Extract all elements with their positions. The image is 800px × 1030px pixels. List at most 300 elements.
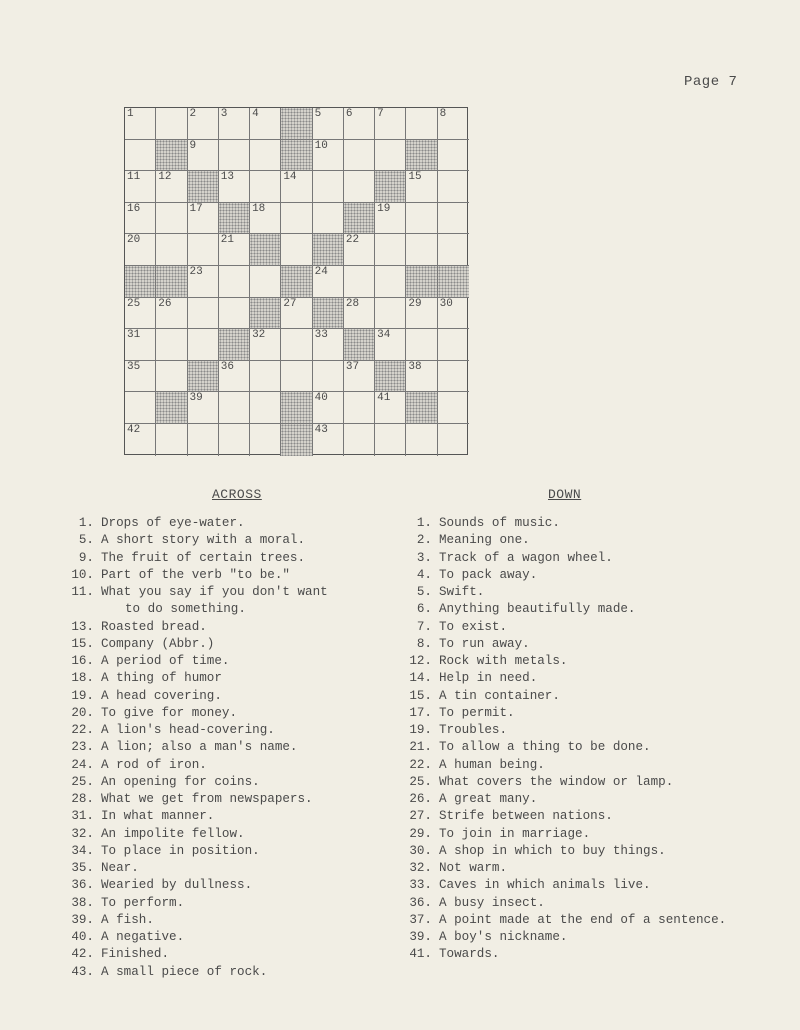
cell-number: 32 [252, 329, 266, 342]
clue-text: to do something. [125, 602, 246, 617]
crossword-black-square [344, 203, 375, 235]
crossword-cell [313, 392, 344, 424]
down-clue [398, 757, 726, 774]
down-clue [398, 860, 726, 877]
across-clue [60, 636, 328, 653]
clue-number: 36. [409, 895, 432, 910]
clue-text: A boy's nickname. [439, 930, 568, 944]
crossword-cell [156, 234, 187, 266]
down-clue [398, 895, 726, 912]
crossword-cell [406, 203, 437, 235]
crossword-cell [250, 361, 281, 393]
cell-number: 13 [220, 171, 234, 184]
clue-number: 25. [409, 774, 432, 789]
crossword-cell [438, 234, 469, 266]
across-clue [60, 705, 328, 722]
across-clue [60, 946, 328, 963]
cell-number: 3 [220, 108, 228, 120]
crossword-black-square [281, 140, 312, 172]
cell-number: 29 [408, 297, 422, 310]
crossword-cell [344, 266, 375, 298]
crossword-cell [406, 234, 437, 266]
crossword-cell [438, 203, 469, 235]
down-heading: DOWN [548, 487, 582, 502]
clue-text: A rod of iron. [101, 757, 207, 772]
crossword-cell [125, 329, 156, 361]
clue-text: A busy insect. [439, 895, 545, 910]
clue-number: 1. [416, 516, 432, 530]
clue-text: Sounds of music. [439, 516, 560, 530]
crossword-cell [313, 329, 344, 361]
clue-number: 40. [71, 930, 94, 944]
clue-number: 5. [416, 585, 432, 599]
clue-number: 27. [409, 809, 432, 824]
cell-number: 17 [189, 202, 203, 215]
crossword-cell [313, 108, 344, 140]
cell-number: 34 [377, 329, 391, 342]
clue-number: 15. [71, 636, 94, 651]
crossword-cell [344, 361, 375, 393]
down-clue [398, 843, 726, 860]
down-clue [398, 929, 726, 946]
clue-text: A head covering. [101, 688, 222, 703]
down-clue [398, 601, 726, 618]
clue-text: What you say if you don't want [101, 585, 328, 599]
crossword-cell [219, 361, 250, 393]
across-clue [60, 739, 328, 756]
clue-text: Towards. [439, 947, 500, 962]
crossword-cell [219, 108, 250, 140]
clue-text: Company (Abbr.) [101, 636, 215, 651]
down-clue [398, 791, 726, 808]
clue-text: To pack away. [439, 567, 538, 582]
cell-number: 12 [158, 171, 172, 184]
crossword-cell [438, 171, 469, 203]
crossword-cell [188, 266, 219, 298]
cell-number: 4 [252, 108, 259, 120]
clue-number: 26. [409, 792, 432, 806]
crossword-cell [156, 424, 187, 456]
crossword-cell [188, 234, 219, 266]
down-clue [398, 653, 726, 670]
clue-number: 16. [71, 654, 94, 668]
clue-number: 15. [409, 688, 432, 703]
down-clue [398, 532, 726, 549]
cell-number: 2 [189, 108, 197, 120]
cell-number: 19 [377, 202, 391, 215]
crossword-cell [375, 424, 406, 456]
crossword-cell [188, 424, 219, 456]
crossword-cell [188, 392, 219, 424]
clue-text: The fruit of certain trees. [101, 550, 306, 565]
crossword-cell [125, 392, 156, 424]
crossword-cell [250, 108, 281, 140]
crossword-cell [125, 298, 156, 330]
across-clue [60, 843, 328, 860]
clue-text: Troubles. [439, 723, 508, 737]
crossword-cell [406, 108, 437, 140]
down-clue [398, 912, 726, 929]
clue-number: 29. [409, 826, 432, 841]
across-clue [60, 670, 328, 687]
crossword-black-square [188, 361, 219, 393]
cell-number: 25 [127, 297, 141, 310]
across-clue [60, 619, 328, 636]
crossword-cell [188, 298, 219, 330]
clue-number: 30. [409, 843, 432, 858]
clue-text: A fish. [101, 912, 154, 927]
crossword-black-square [344, 329, 375, 361]
crossword-black-square [313, 298, 344, 330]
crossword-cells [124, 107, 468, 455]
across-clue [60, 826, 328, 843]
cell-number: 28 [345, 297, 360, 310]
crossword-black-square [375, 361, 406, 393]
clue-text: A period of time. [101, 654, 230, 668]
clue-text: A tin container. [439, 688, 560, 703]
clue-text: To give for money. [101, 705, 238, 720]
across-clue-list [60, 515, 328, 981]
crossword-cell [188, 203, 219, 235]
crossword-cell [313, 203, 344, 235]
crossword-cell [344, 298, 375, 330]
crossword-cell [438, 108, 469, 140]
crossword-black-square [156, 392, 187, 424]
clue-text: A small piece of rock. [101, 964, 268, 979]
clue-number: 4. [416, 567, 432, 582]
down-clue [398, 584, 726, 601]
cell-number: 35 [127, 360, 141, 373]
across-clue [60, 567, 328, 584]
clue-text: Help in need. [439, 671, 538, 686]
crossword-cell [281, 203, 312, 235]
clue-number: 2. [416, 533, 432, 548]
crossword-cell [406, 171, 437, 203]
clue-text: Drops of eye-water. [101, 516, 245, 530]
clue-number: 35. [71, 861, 94, 875]
clue-text: An opening for coins. [101, 774, 260, 789]
cell-number: 30 [439, 297, 453, 310]
clue-text: Wearied by dullness. [101, 878, 253, 893]
crossword-cell [156, 298, 187, 330]
crossword-grid [124, 107, 468, 455]
cell-number: 11 [127, 171, 141, 184]
clue-text: Rock with metals. [439, 654, 568, 668]
crossword-black-square [125, 266, 156, 298]
crossword-cell [281, 234, 312, 266]
crossword-cell [219, 171, 250, 203]
crossword-black-square [219, 203, 250, 235]
crossword-cell [438, 140, 469, 172]
crossword-cell [344, 140, 375, 172]
crossword-cell [406, 298, 437, 330]
crossword-cell [313, 424, 344, 456]
crossword-cell [250, 266, 281, 298]
crossword-cell [375, 298, 406, 330]
crossword-black-square [406, 266, 437, 298]
down-clue [398, 722, 726, 739]
clue-text: Track of a wagon wheel. [439, 550, 613, 565]
cell-number: 8 [439, 108, 447, 120]
crossword-cell [219, 298, 250, 330]
cell-number: 1 [127, 108, 134, 120]
across-clue [60, 860, 328, 877]
across-clue [60, 877, 328, 894]
cell-number: 15 [408, 171, 422, 184]
clue-number: 31. [71, 809, 94, 824]
clue-number: 19. [409, 723, 432, 737]
down-clue [398, 739, 726, 756]
crossword-cell [375, 140, 406, 172]
crossword-cell [250, 424, 281, 456]
crossword-cell [438, 424, 469, 456]
crossword-cell [250, 171, 281, 203]
down-clue-list [398, 515, 726, 964]
clue-number: 39. [71, 912, 94, 927]
crossword-cell [219, 234, 250, 266]
clue-text: Swift. [439, 585, 485, 599]
clue-number: 14. [409, 671, 432, 686]
clue-text: A point made at the end of a sentence. [439, 912, 727, 927]
cell-number: 22 [345, 234, 360, 247]
cell-number: 39 [189, 392, 203, 405]
cell-number: 43 [314, 423, 328, 436]
crossword-cell [344, 234, 375, 266]
cell-number: 31 [127, 329, 141, 342]
crossword-cell [281, 298, 312, 330]
across-clue [60, 964, 328, 981]
cell-number: 41 [377, 392, 391, 405]
crossword-cell [219, 424, 250, 456]
across-clue [60, 929, 328, 946]
across-clue [60, 550, 328, 567]
crossword-cell [438, 329, 469, 361]
clue-text: Meaning one. [439, 533, 530, 548]
cell-number: 33 [314, 329, 328, 342]
clue-text: Near. [101, 861, 139, 875]
across-clue [60, 791, 328, 808]
crossword-cell [406, 361, 437, 393]
crossword-cell [313, 266, 344, 298]
clue-number: 10. [71, 567, 94, 582]
crossword-cell [375, 203, 406, 235]
crossword-cell [313, 171, 344, 203]
clue-text: Part of the verb "to be." [101, 567, 290, 582]
crossword-black-square [156, 140, 187, 172]
crossword-cell [125, 203, 156, 235]
across-clue [60, 808, 328, 825]
clue-number: 18. [71, 671, 94, 686]
cell-number: 6 [345, 108, 353, 120]
across-clue [60, 601, 328, 618]
crossword-cell [438, 298, 469, 330]
clue-number: 37. [409, 912, 432, 927]
cell-number: 23 [189, 265, 203, 278]
crossword-cell [250, 140, 281, 172]
crossword-cell [156, 361, 187, 393]
cell-number: 40 [314, 392, 328, 405]
cell-number: 42 [127, 423, 141, 436]
crossword-cell [156, 171, 187, 203]
crossword-cell [188, 108, 219, 140]
crossword-cell [375, 329, 406, 361]
clue-number: 9. [78, 550, 94, 565]
down-clue [398, 946, 726, 963]
clue-text: A short story with a moral. [101, 533, 306, 548]
crossword-black-square [156, 266, 187, 298]
across-clue [60, 722, 328, 739]
across-clue [60, 515, 328, 532]
across-clue [60, 584, 328, 601]
crossword-cell [281, 329, 312, 361]
crossword-cell [406, 424, 437, 456]
crossword-black-square [375, 171, 406, 203]
clue-number: 3. [416, 550, 432, 565]
across-clue [60, 757, 328, 774]
clue-text: A negative. [101, 930, 185, 944]
clue-number: 32. [71, 826, 94, 841]
crossword-cell [281, 361, 312, 393]
crossword-cell [344, 108, 375, 140]
crossword-cell [375, 108, 406, 140]
crossword-cell [344, 171, 375, 203]
crossword-cell [156, 108, 187, 140]
crossword-cell [125, 361, 156, 393]
clue-text: An impolite fellow. [101, 826, 245, 841]
clue-text: A human being. [439, 757, 545, 772]
down-clue [398, 550, 726, 567]
clue-number: 43. [71, 964, 94, 979]
crossword-cell [219, 266, 250, 298]
clue-number: 8. [416, 636, 432, 651]
crossword-cell [219, 140, 250, 172]
clue-number: 25. [71, 774, 94, 789]
clue-text: To perform. [101, 895, 185, 910]
across-clue [60, 895, 328, 912]
across-clue [60, 688, 328, 705]
clue-text: To allow a thing to be done. [439, 740, 651, 755]
across-heading: ACROSS [212, 487, 262, 502]
clue-number: 24. [71, 757, 94, 772]
cell-number: 21 [220, 234, 234, 247]
down-clue [398, 826, 726, 843]
clue-text: In what manner. [101, 809, 215, 824]
clue-number: 12. [409, 654, 432, 668]
crossword-cell [125, 140, 156, 172]
cell-number: 26 [158, 297, 172, 310]
crossword-cell [125, 171, 156, 203]
clue-text: A great many. [439, 792, 538, 806]
cell-number: 10 [314, 139, 328, 152]
clue-text: Caves in which animals live. [439, 878, 651, 893]
crossword-cell [156, 203, 187, 235]
clue-number: 6. [416, 602, 432, 617]
crossword-black-square [406, 140, 437, 172]
crossword-cell [188, 140, 219, 172]
clue-text: A thing of humor [101, 671, 222, 686]
clue-text: Strife between nations. [439, 809, 613, 824]
clue-text: A shop in which to buy things. [439, 843, 666, 858]
down-clue [398, 808, 726, 825]
down-clue [398, 774, 726, 791]
crossword-cell [313, 140, 344, 172]
clue-text: A lion; also a man's name. [101, 740, 298, 755]
down-clue [398, 688, 726, 705]
clue-number: 39. [409, 930, 432, 944]
crossword-cell [375, 234, 406, 266]
cell-number: 27 [283, 297, 297, 310]
clue-text: To run away. [439, 636, 530, 651]
down-clue [398, 515, 726, 532]
crossword-cell [438, 392, 469, 424]
crossword-black-square [438, 266, 469, 298]
clue-number: 41. [409, 947, 432, 962]
crossword-cell [375, 392, 406, 424]
crossword-black-square [406, 392, 437, 424]
cell-number: 14 [283, 171, 297, 184]
cell-number: 36 [220, 360, 234, 373]
clue-text: To exist. [439, 619, 508, 634]
crossword-cell [344, 424, 375, 456]
crossword-black-square [219, 329, 250, 361]
clue-number: 34. [71, 843, 94, 858]
cell-number: 38 [408, 360, 422, 373]
clue-text: Finished. [101, 947, 170, 962]
cell-number: 18 [252, 202, 266, 215]
down-clue [398, 567, 726, 584]
clue-number: 20. [71, 705, 94, 720]
crossword-cell [406, 329, 437, 361]
crossword-black-square [188, 171, 219, 203]
crossword-black-square [250, 298, 281, 330]
crossword-cell [250, 392, 281, 424]
crossword-black-square [313, 234, 344, 266]
clue-number: 19. [71, 688, 94, 703]
crossword-cell [188, 329, 219, 361]
clue-number: 28. [71, 792, 94, 806]
crossword-cell [344, 392, 375, 424]
cell-number: 20 [127, 234, 141, 247]
crossword-black-square [250, 234, 281, 266]
crossword-cell [313, 361, 344, 393]
clue-text: Roasted bread. [101, 619, 207, 634]
clue-text: What we get from newspapers. [101, 792, 313, 806]
crossword-black-square [281, 108, 312, 140]
cell-number: 5 [314, 108, 322, 120]
clue-text: To join in marriage. [439, 826, 591, 841]
clue-number: 5. [78, 533, 94, 548]
down-clue [398, 705, 726, 722]
crossword-cell [125, 424, 156, 456]
across-clue [60, 532, 328, 549]
clue-number: 7. [416, 619, 432, 634]
clue-number: 1. [78, 516, 94, 530]
crossword-cell [219, 392, 250, 424]
clue-number: 22. [409, 757, 432, 772]
page-number: Page 7 [684, 74, 738, 90]
cell-number: 7 [377, 108, 384, 120]
clue-number: 13. [71, 619, 94, 634]
cell-number: 37 [345, 360, 360, 373]
crossword-cell [375, 266, 406, 298]
clue-text: To permit. [439, 705, 515, 720]
down-clue [398, 670, 726, 687]
clue-number: 23. [71, 740, 94, 755]
cell-number: 16 [127, 202, 141, 215]
cell-number: 9 [189, 139, 197, 152]
crossword-cell [438, 361, 469, 393]
crossword-black-square [281, 424, 312, 456]
